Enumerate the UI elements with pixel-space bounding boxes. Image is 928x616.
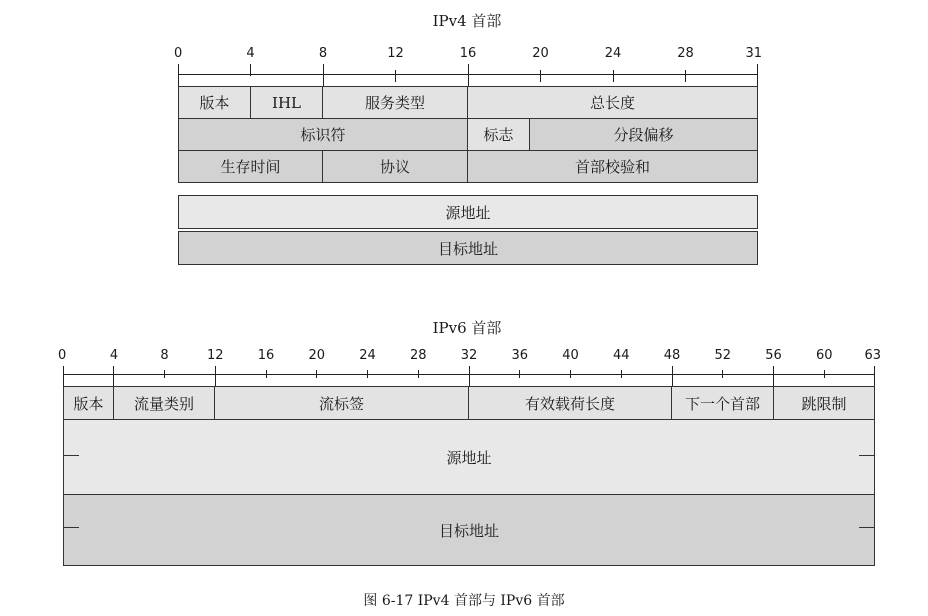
ipv4-field-destination-address: 目标地址 <box>178 231 758 265</box>
ipv6-field-next-header: 下一个首部 <box>671 386 774 420</box>
ipv6-bit-label: 28 <box>409 348 427 363</box>
ipv4-field-header-checksum: 首部校验和 <box>467 150 758 183</box>
ipv6-tick <box>266 370 267 378</box>
ipv4-field-source-address: 源地址 <box>178 195 758 229</box>
ipv4-bit-label: 16 <box>459 46 477 61</box>
ipv6-bit-ruler <box>58 348 881 386</box>
ipv6-tick <box>113 366 114 386</box>
ipv6-tick <box>164 370 165 378</box>
ipv6-tick <box>215 366 216 386</box>
ipv4-field-ihl: IHL <box>250 86 323 119</box>
ipv6-tick <box>469 366 470 386</box>
ipv6-bit-label: 60 <box>815 348 833 363</box>
ipv6-bit-label: 4 <box>109 348 119 363</box>
ipv6-field-source-address: 源地址 <box>63 419 875 495</box>
ipv4-bit-ruler <box>174 46 762 86</box>
ipv4-tick <box>613 70 614 82</box>
ipv4-bit-label: 0 <box>174 46 183 61</box>
ipv6-tick <box>570 370 571 378</box>
ipv6-bit-label: 12 <box>206 348 224 363</box>
ipv4-field-type-of-service: 服务类型 <box>322 86 468 119</box>
figure-caption: 图 6-17 IPv4 首部与 IPv6 首部 <box>363 593 565 609</box>
ipv6-bit-label: 0 <box>58 348 67 363</box>
ipv6-tick <box>773 366 774 386</box>
ipv4-bit-label: 31 <box>745 46 762 61</box>
ipv6-field-traffic-class: 流量类别 <box>113 386 215 420</box>
ipv6-bit-label: 8 <box>160 348 169 363</box>
ipv6-tick <box>418 370 419 378</box>
ipv6-bit-label: 24 <box>359 348 376 363</box>
ipv6-tick <box>519 370 520 378</box>
ipv6-field-version: 版本 <box>63 386 114 420</box>
ipv4-tick <box>395 70 396 82</box>
ipv6-bit-label: 56 <box>765 348 782 363</box>
ipv4-tick <box>540 70 541 82</box>
ipv6-tick <box>824 370 825 378</box>
ipv6-bit-label: 44 <box>612 348 630 363</box>
ipv4-field-ttl: 生存时间 <box>178 150 323 183</box>
ipv4-tick <box>178 64 179 86</box>
ipv4-field-version: 版本 <box>178 86 251 119</box>
ipv6-source-right-marker <box>859 455 875 456</box>
ipv4-tick <box>323 64 324 86</box>
ipv6-bit-label: 32 <box>460 348 478 363</box>
ipv6-field-flow-label: 流标签 <box>214 386 469 420</box>
ipv4-field-fragment-offset: 分段偏移 <box>529 118 758 151</box>
ipv4-bit-label: 4 <box>246 46 255 61</box>
ipv6-bit-label: 48 <box>663 348 681 363</box>
ipv4-tick <box>757 64 758 86</box>
ipv6-destination-right-marker <box>859 527 875 528</box>
ipv6-field-destination-address: 目标地址 <box>63 494 875 566</box>
ipv6-tick <box>367 370 368 378</box>
ipv4-tick <box>468 64 469 86</box>
ipv4-title: IPv4 首部 <box>432 12 502 30</box>
ipv6-field-hop-limit: 跳限制 <box>773 386 875 420</box>
ipv6-tick <box>63 366 64 386</box>
ipv4-bit-label: 8 <box>318 46 328 61</box>
ipv6-source-left-marker <box>63 455 79 456</box>
ipv6-tick <box>874 366 875 386</box>
ipv4-field-total-length: 总长度 <box>467 86 758 119</box>
ipv4-field-identification: 标识符 <box>178 118 468 151</box>
ipv4-tick <box>250 64 251 76</box>
ipv6-tick <box>722 370 723 378</box>
ipv6-bit-label: 40 <box>562 348 579 363</box>
ipv4-bit-label: 28 <box>677 46 694 61</box>
ipv6-tick <box>621 370 622 378</box>
ipv6-tick <box>672 366 673 386</box>
ipv6-title: IPv6 首部 <box>432 319 502 337</box>
ipv6-field-payload-length: 有效载荷长度 <box>468 386 672 420</box>
ipv4-field-protocol: 协议 <box>322 150 468 183</box>
ipv4-bit-label: 20 <box>532 46 549 61</box>
ipv6-bit-label: 20 <box>308 348 326 363</box>
ipv6-bit-label: 16 <box>257 348 275 363</box>
ipv4-bit-label: 12 <box>387 46 404 61</box>
ipv6-destination-left-marker <box>63 527 79 528</box>
ipv4-bit-label: 24 <box>604 46 622 61</box>
ipv6-bit-label: 36 <box>511 348 529 363</box>
ipv6-bit-label: 63 <box>864 348 881 363</box>
ipv4-field-flags: 标志 <box>467 118 530 151</box>
ipv4-tick <box>685 70 686 82</box>
ipv6-tick <box>316 370 317 378</box>
ipv6-bit-label: 52 <box>714 348 732 363</box>
